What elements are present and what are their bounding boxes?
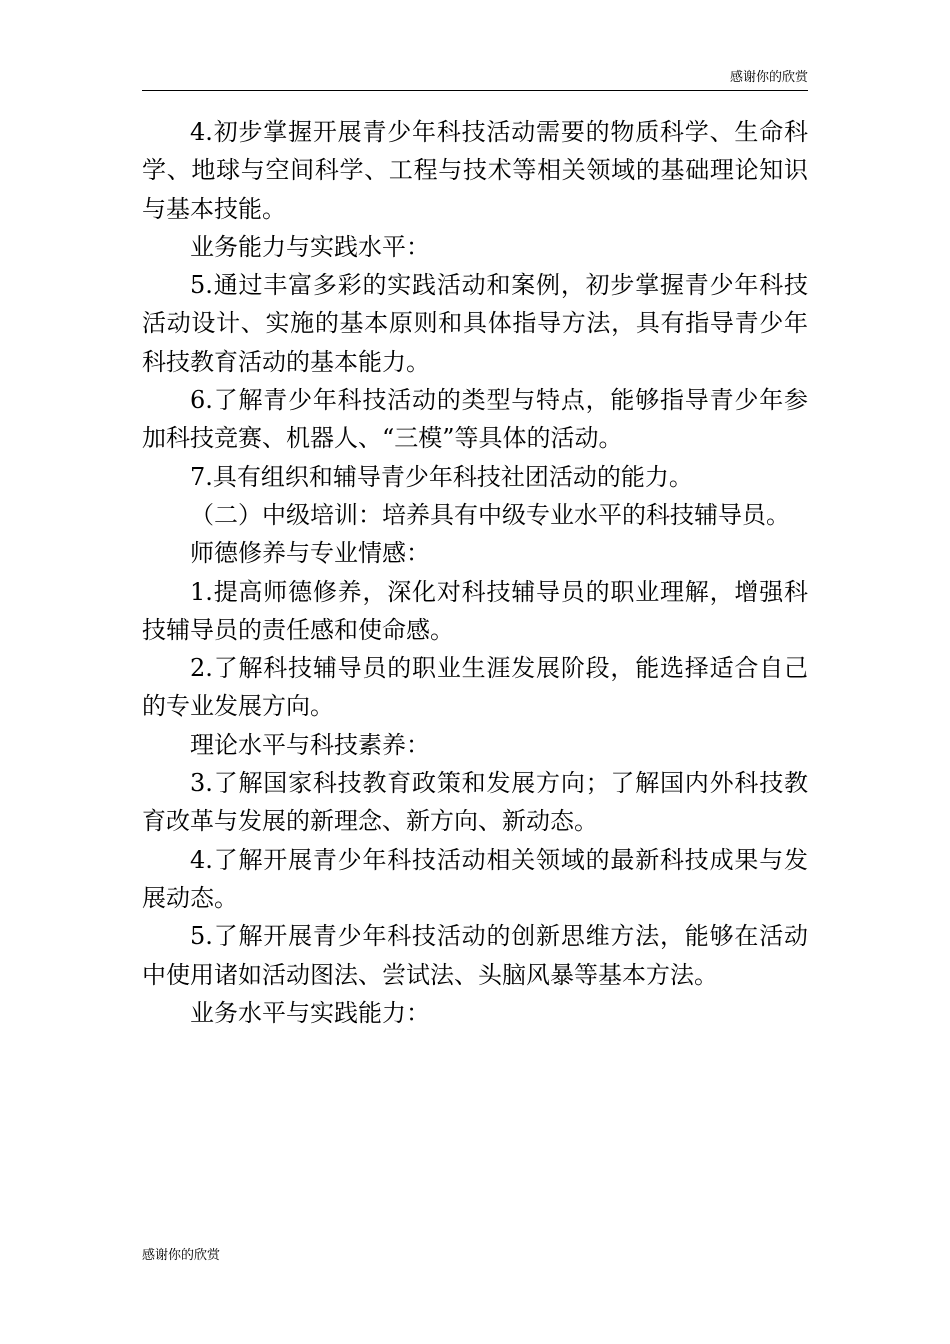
section-heading-business-ability: 业务能力与实践水平：	[190, 232, 430, 261]
paragraph-item-4-basic-theory: 4.初步掌握开展青少年科技活动需要的物质科学、生命科学、地球与空间科学、工程与技术等相关领域的基础理论知识与基本技能。	[142, 118, 808, 223]
section-heading-practice-ability: 业务水平与实践能力：	[190, 998, 430, 1027]
paragraph-item-5-innovation-methods: 5.了解开展青少年科技活动的创新思维方法，能够在活动中使用诸如活动图法、尝试法、头脑风暴等基本方法。	[142, 922, 808, 989]
page-header-text: 感谢你的欣赏	[729, 70, 808, 85]
section-heading-ethics: 师德修养与专业情感：	[190, 539, 430, 568]
section-heading-intermediate-training: （二）中级培训：培养具有中级专业水平的科技辅导员。	[190, 500, 790, 529]
paragraph-item-4-latest-results: 4.了解开展青少年科技活动相关领域的最新科技成果与发展动态。	[142, 845, 808, 912]
section-heading-theory-literacy: 理论水平与科技素养：	[190, 730, 430, 759]
page-footer-text: 感谢你的欣赏	[142, 1248, 221, 1263]
paragraph-item-7-club-activities: 7.具有组织和辅导青少年科技社团活动的能力。	[190, 462, 693, 491]
paragraph-item-5-activity-design: 5.通过丰富多彩的实践活动和案例，初步掌握青少年科技活动设计、实施的基本原则和具体指导方法，具有指导青少年科技教育活动的基本能力。	[142, 271, 808, 376]
paragraph-item-3-policy: 3.了解国家科技教育政策和发展方向；了解国内外科技教育改革与发展的新理念、新方向、新动态。	[142, 769, 808, 836]
paragraph-item-1-ethics: 1.提高师德修养，深化对科技辅导员的职业理解，增强科技辅导员的责任感和使命感。	[142, 577, 808, 644]
paragraph-item-2-career: 2.了解科技辅导员的职业生涯发展阶段，能选择适合自己的专业发展方向。	[142, 654, 808, 721]
document-body	[142, 113, 808, 1032]
header-divider	[142, 90, 808, 91]
paragraph-item-6-activity-types: 6.了解青少年科技活动的类型与特点，能够指导青少年参加科技竞赛、机器人、“三模”等具体的活动。	[142, 386, 808, 453]
